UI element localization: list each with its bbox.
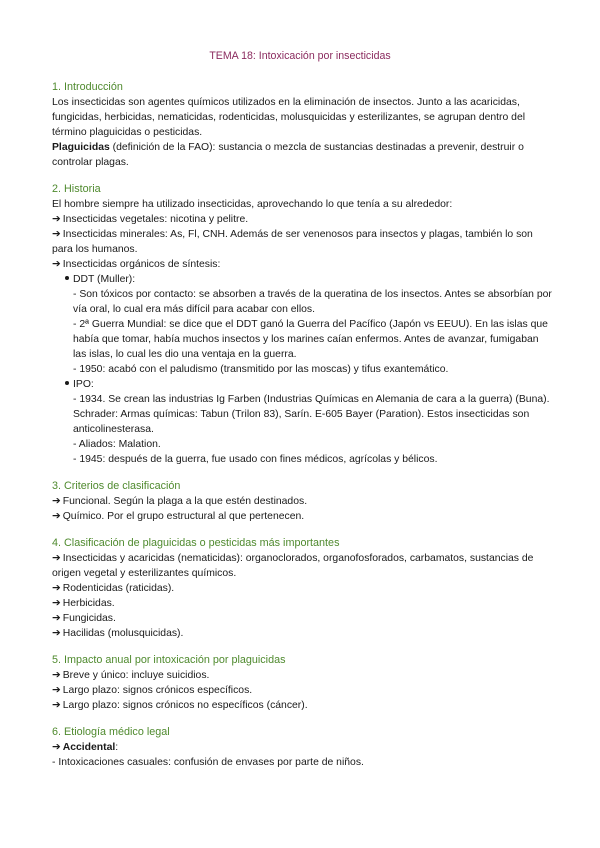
arrow-icon: ➔: [52, 214, 61, 225]
arrow-item: ➔ Herbicidas.: [52, 598, 115, 609]
arrow-item: ➔ Breve y único: incluye suicidios.: [52, 670, 210, 681]
section-heading: 3. Criterios de clasificación: [52, 480, 181, 492]
sub-item: - 1950: acabó con el paludismo (transmitido por las moscas) y tifus exantemático.: [73, 364, 449, 375]
paragraph: El hombre siempre ha utilizado insecticidas, aprovechando lo que tenía a su alrededor:: [52, 199, 453, 210]
section-etiologia: [52, 725, 552, 770]
arrow-icon: ➔: [52, 598, 61, 609]
sub-item: - Aliados: Malation.: [73, 439, 161, 450]
section-heading: 2. Historia: [52, 183, 101, 195]
section-impacto: [52, 653, 552, 713]
arrow-item: ➔ Largo plazo: signos crónicos no específicos (cáncer).: [52, 700, 308, 711]
bullet-icon: [65, 381, 69, 385]
sub-item: - 2ª Guerra Mundial: se dice que el DDT ganó la Guerra del Pacífico (Japón vs EEUU). En las islas que había que tomar, había muchos insectos y los marines caían enfermos. Antes de avanzar, fumigaban las islas, lo cual les dio una ventaja en la guerra.: [73, 319, 548, 360]
arrow-icon: ➔: [52, 613, 61, 624]
arrow-item: ➔ Funcional. Según la plaga a la que estén destinados.: [52, 496, 308, 507]
section-heading: 5. Impacto anual por intoxicación por plaguicidas: [52, 654, 286, 666]
paragraph: Los insecticidas son agentes químicos utilizados en la eliminación de insectos. Junto a las acaricidas, fungicidas, herbicidas, nematicidas, rodenticidas, molusquicidas y esterilizantes, se agrupan dentro del término plaguicidas o pesticidas.: [52, 97, 526, 138]
arrow-item: ➔ Hacilidas (molusquicidas).: [52, 628, 184, 639]
arrow-icon: ➔: [52, 700, 61, 711]
document-content: [52, 80, 552, 782]
arrow-icon: ➔: [52, 628, 61, 639]
paragraph: - Intoxicaciones casuales: confusión de envases por parte de niños.: [52, 757, 364, 768]
section-clasificacion: [52, 536, 552, 641]
arrow-item: ➔ Insecticidas vegetales: nicotina y pelitre.: [52, 214, 249, 225]
section-heading: 6. Etiología médico legal: [52, 726, 170, 738]
arrow-icon: ➔: [52, 685, 61, 696]
arrow-icon: ➔: [52, 259, 61, 270]
arrow-icon: ➔: [52, 229, 61, 240]
document-title: TEMA 18: Intoxicación por insecticidas: [209, 50, 391, 62]
section-heading: 4. Clasificación de plaguicidas o pesticidas más importantes: [52, 537, 340, 549]
arrow-item: ➔ Químico. Por el grupo estructural al que pertenecen.: [52, 511, 305, 522]
bullet-icon: [65, 276, 69, 280]
arrow-item: ➔ Insecticidas minerales: As, Fl, CNH. Además de ser venenosos para insectos y plagas, también lo son para los humanos.: [52, 229, 533, 255]
section-historia: [52, 182, 552, 467]
arrow-icon: ➔: [52, 553, 61, 564]
arrow-item: ➔ Largo plazo: signos crónicos específicos.: [52, 685, 253, 696]
arrow-item: ➔ Insecticidas orgánicos de síntesis:: [52, 259, 221, 270]
sub-item: - 1945: después de la guerra, fue usado con fines médicos, agrícolas y bélicos.: [73, 454, 438, 465]
sub-item: - 1934. Se crean las industrias Ig Farben (Industrias Químicas en Alemania de cara a la guerra) (Buna). Schrader: Armas químicas: Tabun (Trilon 83), Sarín. E-605 Bayer (Paration). Estos insecticidas son anticolinesterasa.: [73, 394, 550, 435]
bullet-item-ipo: IPO:: [52, 377, 552, 392]
section-heading: 1. Introducción: [52, 81, 123, 93]
arrow-item: ➔ Insecticidas y acaricidas (nematicidas): organoclorados, organofosforados, carbamatos, sustancias de origen vegetal y esterilizantes químicos.: [52, 553, 534, 579]
arrow-icon: ➔: [52, 670, 61, 681]
arrow-item: ➔ Fungicidas.: [52, 613, 116, 624]
sub-item: - Son tóxicos por contacto: se absorben a través de la queratina de los insectos. Antes se absorbían por vía oral, lo cual era más difícil para acabar con ellos.: [73, 289, 552, 315]
definition-term: Plaguicidas: [52, 142, 110, 153]
definition-text: (definición de la FAO): sustancia o mezcla de sustancias destinadas a prevenir, destruir o controlar plagas.: [52, 142, 524, 168]
bullet-item-ddt: DDT (Muller):: [52, 272, 552, 287]
arrow-icon: ➔: [52, 511, 61, 522]
section-introduccion: [52, 80, 552, 170]
section-criterios: [52, 479, 552, 524]
arrow-item: ➔ Rodenticidas (raticidas).: [52, 583, 175, 594]
arrow-icon: ➔: [52, 742, 61, 753]
arrow-icon: ➔: [52, 496, 61, 507]
arrow-icon: ➔: [52, 583, 61, 594]
definition-paragraph: [52, 140, 552, 170]
arrow-item: ➔ Accidental:: [52, 742, 119, 753]
